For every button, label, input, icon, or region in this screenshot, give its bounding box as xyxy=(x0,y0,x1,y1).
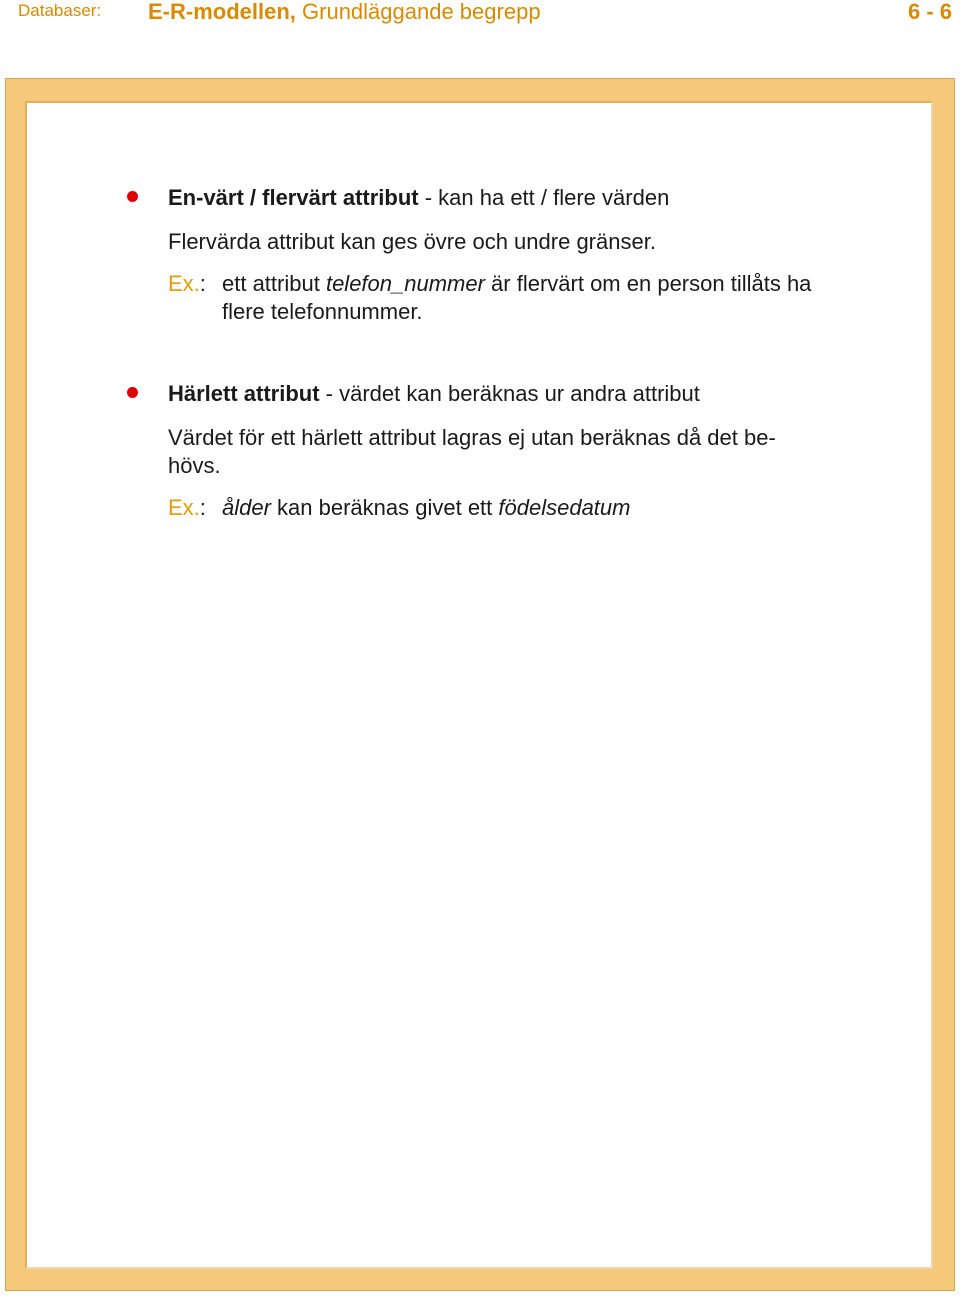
section-body: Värdet för ett härlett attribut lagras ej utan beräknas då det be- xyxy=(168,425,776,450)
example-line xyxy=(168,271,206,297)
course-label: Databaser: xyxy=(18,1,102,20)
page-number: 6 - 6 xyxy=(907,0,952,24)
page-title xyxy=(148,0,541,25)
example-text-mid: kan beräknas givet ett xyxy=(270,495,499,520)
example-text-pre: ett attribut xyxy=(222,271,326,296)
bullet-icon xyxy=(127,387,138,398)
title-main: E-R-modellen, xyxy=(148,0,296,24)
example-colon: : xyxy=(199,495,206,520)
example-text xyxy=(222,271,811,297)
section-body: Flervärda attribut kan ges övre och undre gränser. xyxy=(168,229,656,254)
example-colon: : xyxy=(199,271,206,296)
example-label: Ex. xyxy=(168,495,200,520)
section-body-continued: hövs. xyxy=(168,453,221,478)
slide-content xyxy=(25,101,933,1269)
section-heading xyxy=(168,185,669,211)
term-description: - värdet kan beräknas ur andra attribut xyxy=(319,381,700,406)
example-term: ålder xyxy=(222,495,271,520)
example-term: telefon_nummer xyxy=(325,271,485,296)
example-text-post: är flervärt om en person tillåts ha xyxy=(484,271,812,296)
page-header xyxy=(0,0,960,30)
slide-frame xyxy=(5,78,955,1291)
example-text-continued: flere telefonnummer. xyxy=(222,299,423,324)
term: Härlett attribut xyxy=(168,381,320,406)
example-text xyxy=(222,495,630,521)
bullet-icon xyxy=(127,191,138,202)
example-line xyxy=(168,495,206,521)
term-description: - kan ha ett / flere värden xyxy=(418,185,670,210)
example-label: Ex. xyxy=(168,271,200,296)
title-sub: Grundläggande begrepp xyxy=(295,0,541,24)
section-heading xyxy=(168,381,700,407)
term: En-värt / flervärt attribut xyxy=(168,185,419,210)
example-term-2: födelsedatum xyxy=(498,495,631,520)
